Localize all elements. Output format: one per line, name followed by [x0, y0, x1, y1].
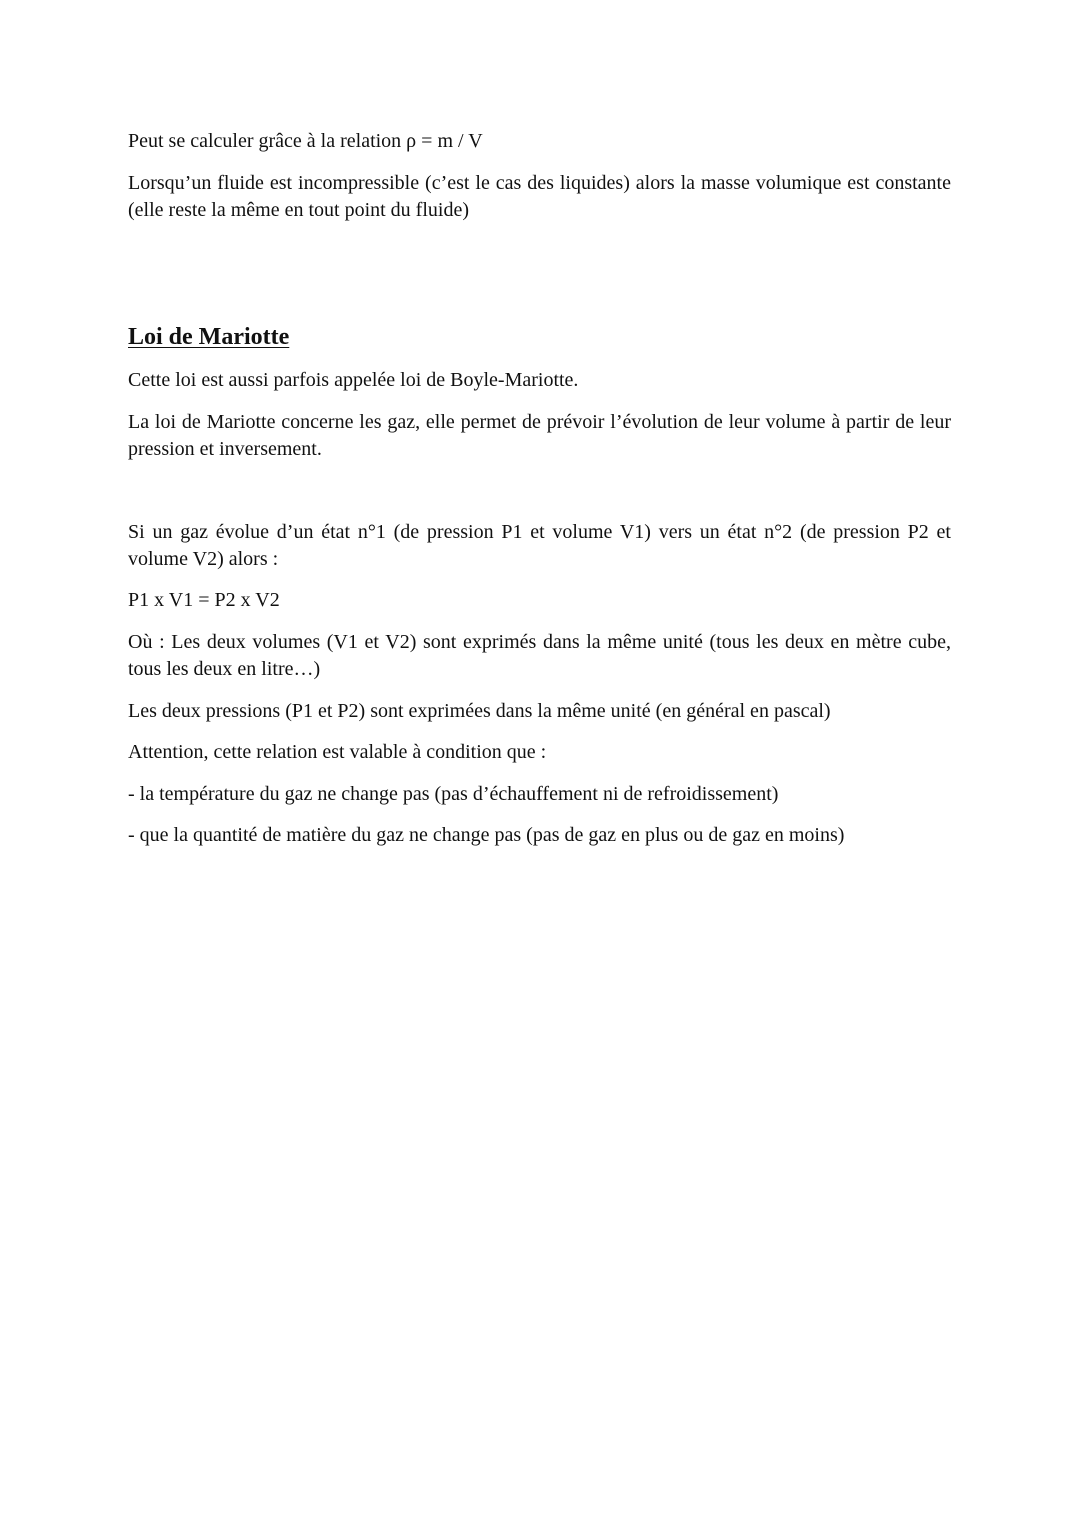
attention-paragraph: Attention, cette relation est valable à condition que : — [128, 741, 547, 763]
law-alias-paragraph: Cette loi est aussi parfois appelée loi de Boyle-Mariotte. — [128, 369, 579, 391]
law-description-paragraph: La loi de Mariotte concerne les gaz, elle permet de prévoir l’évolution de leur volume à partir de leur pression et inversement. — [128, 411, 951, 460]
volumes-unit-paragraph: Où : Les deux volumes (V1 et V2) sont exprimés dans la même unité (tous les deux en mètre cube, tous les deux en litre…) — [128, 631, 951, 680]
state-change-paragraph: Si un gaz évolue d’un état n°1 (de pression P1 et volume V1) vers un état n°2 (de pression P2 et volume V2) alors : — [128, 521, 951, 570]
condition-temperature: - la température du gaz ne change pas (pas d’échauffement ni de refroidissement) — [128, 783, 779, 805]
mariotte-formula: P1 x V1 = P2 x V2 — [128, 589, 280, 611]
incompressible-fluid-paragraph: Lorsqu’un fluide est incompressible (c’est le cas des liquides) alors la masse volumique est constante (elle reste la même en tout point du fluide) — [128, 172, 951, 221]
density-relation-paragraph: Peut se calculer grâce à la relation ρ = m / V — [128, 130, 483, 152]
section-title: Loi de Mariotte — [128, 324, 290, 350]
pressures-unit-paragraph: Les deux pressions (P1 et P2) sont exprimées dans la même unité (en général en pascal) — [128, 700, 831, 722]
condition-quantity: - que la quantité de matière du gaz ne change pas (pas de gaz en plus ou de gaz en moins) — [128, 824, 845, 846]
